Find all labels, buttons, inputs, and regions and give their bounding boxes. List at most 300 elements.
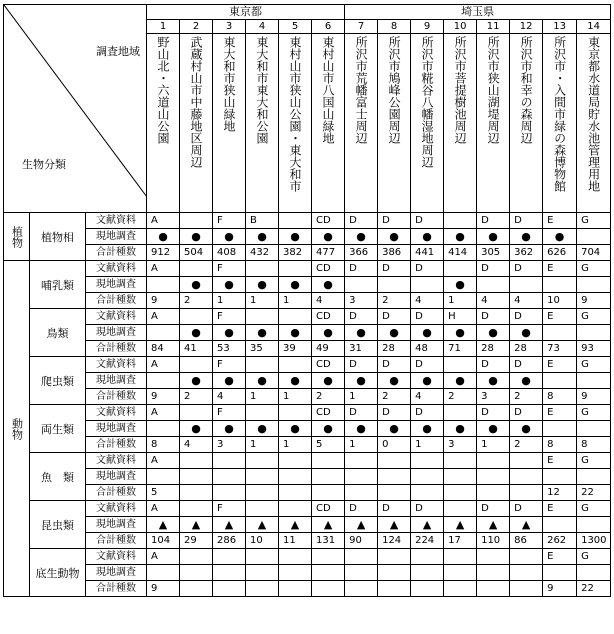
value-cell bbox=[477, 565, 510, 581]
value-cell: ▲ bbox=[444, 517, 477, 533]
row-label: 合計種数 bbox=[86, 581, 147, 597]
value-cell: ● bbox=[444, 229, 477, 245]
value-cell bbox=[246, 501, 279, 517]
value-cell bbox=[180, 453, 213, 469]
value-cell: ● bbox=[510, 229, 543, 245]
value-cell bbox=[577, 373, 611, 389]
value-cell: G bbox=[577, 309, 611, 325]
value-cell bbox=[444, 581, 477, 597]
value-cell: 8 bbox=[543, 389, 577, 405]
value-cell bbox=[378, 549, 411, 565]
site-name-text: 東京都水道局貯水池管理用地 bbox=[586, 36, 601, 192]
value-cell bbox=[345, 469, 378, 485]
value-cell: 1300 bbox=[577, 533, 611, 549]
value-cell: 35 bbox=[246, 341, 279, 357]
value-cell bbox=[312, 549, 345, 565]
value-cell: 53 bbox=[213, 341, 246, 357]
data-row bbox=[4, 453, 611, 469]
value-cell bbox=[246, 565, 279, 581]
data-row bbox=[4, 533, 611, 549]
site-name bbox=[444, 34, 477, 213]
value-cell: 1 bbox=[246, 293, 279, 309]
value-cell: ● bbox=[510, 373, 543, 389]
value-cell: 1 bbox=[444, 293, 477, 309]
value-cell: 28 bbox=[510, 341, 543, 357]
site-name bbox=[147, 34, 180, 213]
value-cell bbox=[180, 405, 213, 421]
data-row bbox=[4, 245, 611, 261]
value-cell: 2 bbox=[444, 389, 477, 405]
data-row bbox=[4, 293, 611, 309]
value-cell bbox=[279, 309, 312, 325]
row-label: 合計種数 bbox=[86, 341, 147, 357]
value-cell: 73 bbox=[543, 341, 577, 357]
value-cell: 504 bbox=[180, 245, 213, 261]
data-row bbox=[4, 421, 611, 437]
data-row bbox=[4, 277, 611, 293]
value-cell: ▲ bbox=[510, 517, 543, 533]
row-label: 合計種数 bbox=[86, 293, 147, 309]
value-cell: 22 bbox=[577, 581, 611, 597]
row-label: 現地調査 bbox=[86, 229, 147, 245]
value-cell: ● bbox=[279, 421, 312, 437]
value-cell bbox=[246, 485, 279, 501]
value-cell: 1 bbox=[411, 437, 444, 453]
value-cell bbox=[477, 469, 510, 485]
value-cell bbox=[477, 485, 510, 501]
value-cell: ● bbox=[444, 277, 477, 293]
value-cell: ● bbox=[180, 373, 213, 389]
header-group-row bbox=[4, 5, 611, 20]
value-cell bbox=[246, 309, 279, 325]
value-cell: ▲ bbox=[378, 517, 411, 533]
group-cell: 鳥類 bbox=[30, 309, 86, 357]
corner-region-label: 調査地域 bbox=[96, 45, 141, 58]
value-cell bbox=[444, 405, 477, 421]
group-cell: 植物相 bbox=[30, 213, 86, 261]
value-cell: 10 bbox=[246, 533, 279, 549]
value-cell bbox=[477, 277, 510, 293]
value-cell: CD bbox=[312, 213, 345, 229]
site-number: 7 bbox=[345, 20, 378, 34]
value-cell: D bbox=[378, 213, 411, 229]
value-cell: G bbox=[577, 405, 611, 421]
group-cell: 昆虫類 bbox=[30, 501, 86, 549]
value-cell: G bbox=[577, 213, 611, 229]
value-cell: 2 bbox=[312, 389, 345, 405]
value-cell: ● bbox=[312, 325, 345, 341]
value-cell bbox=[543, 517, 577, 533]
value-cell: ● bbox=[312, 421, 345, 437]
value-cell: ● bbox=[345, 421, 378, 437]
site-number: 1 bbox=[147, 20, 180, 34]
value-cell: 1 bbox=[477, 437, 510, 453]
value-cell: 3 bbox=[444, 437, 477, 453]
value-cell bbox=[444, 501, 477, 517]
site-name-text: 所沢市・入間市緑の森博物館 bbox=[552, 36, 567, 192]
site-name-text: 所沢市荒幡富士周辺 bbox=[354, 36, 369, 144]
value-cell bbox=[246, 453, 279, 469]
value-cell: ● bbox=[345, 373, 378, 389]
value-cell: ● bbox=[378, 421, 411, 437]
site-number: 4 bbox=[246, 20, 279, 34]
value-cell: D bbox=[345, 213, 378, 229]
value-cell: 11 bbox=[279, 533, 312, 549]
site-number: 9 bbox=[411, 20, 444, 34]
row-label: 文献資料 bbox=[86, 213, 147, 229]
value-cell bbox=[577, 277, 611, 293]
value-cell: 1 bbox=[279, 437, 312, 453]
value-cell bbox=[477, 581, 510, 597]
value-cell bbox=[543, 373, 577, 389]
value-cell bbox=[477, 453, 510, 469]
value-cell: 2 bbox=[510, 389, 543, 405]
value-cell: ▲ bbox=[312, 517, 345, 533]
value-cell: D bbox=[477, 405, 510, 421]
value-cell bbox=[345, 549, 378, 565]
site-name-text: 武蔵村山市中藤地区周辺 bbox=[189, 36, 204, 168]
value-cell: 366 bbox=[345, 245, 378, 261]
value-cell: 22 bbox=[577, 485, 611, 501]
value-cell bbox=[411, 581, 444, 597]
data-row bbox=[4, 213, 611, 229]
corner-class-label: 生物分類 bbox=[22, 158, 66, 171]
value-cell: D bbox=[378, 261, 411, 277]
value-cell: ● bbox=[246, 421, 279, 437]
value-cell bbox=[444, 357, 477, 373]
value-cell bbox=[279, 213, 312, 229]
value-cell bbox=[411, 549, 444, 565]
data-row bbox=[4, 501, 611, 517]
value-cell bbox=[577, 517, 611, 533]
value-cell: ● bbox=[213, 421, 246, 437]
data-row bbox=[4, 357, 611, 373]
value-cell: 9 bbox=[147, 293, 180, 309]
value-cell: D bbox=[411, 357, 444, 373]
row-label: 文献資料 bbox=[86, 309, 147, 325]
value-cell: 90 bbox=[345, 533, 378, 549]
value-cell: F bbox=[213, 405, 246, 421]
value-cell: ● bbox=[246, 229, 279, 245]
site-name bbox=[477, 34, 510, 213]
value-cell: G bbox=[577, 261, 611, 277]
site-name bbox=[411, 34, 444, 213]
value-cell bbox=[345, 581, 378, 597]
site-number: 3 bbox=[213, 20, 246, 34]
value-cell: ● bbox=[312, 229, 345, 245]
value-cell: CD bbox=[312, 405, 345, 421]
value-cell: A bbox=[147, 357, 180, 373]
site-number: 12 bbox=[510, 20, 543, 34]
value-cell: ● bbox=[411, 229, 444, 245]
value-cell bbox=[510, 277, 543, 293]
site-name bbox=[279, 34, 312, 213]
value-cell bbox=[444, 565, 477, 581]
site-name bbox=[312, 34, 345, 213]
value-cell: ● bbox=[477, 421, 510, 437]
value-cell bbox=[378, 469, 411, 485]
row-label: 現地調査 bbox=[86, 517, 147, 533]
value-cell bbox=[378, 485, 411, 501]
value-cell: ● bbox=[477, 229, 510, 245]
value-cell: ● bbox=[444, 373, 477, 389]
value-cell: 41 bbox=[180, 341, 213, 357]
value-cell: 12 bbox=[543, 485, 577, 501]
site-name-text: 東村山市八国山緑地 bbox=[321, 36, 336, 144]
value-cell: F bbox=[213, 357, 246, 373]
value-cell bbox=[577, 229, 611, 245]
value-cell: 4 bbox=[180, 437, 213, 453]
value-cell bbox=[510, 469, 543, 485]
site-name-text: 所沢市糀谷八幡湿地周辺 bbox=[420, 36, 435, 168]
value-cell: D bbox=[345, 405, 378, 421]
data-row bbox=[4, 565, 611, 581]
value-cell bbox=[279, 405, 312, 421]
value-cell bbox=[180, 549, 213, 565]
data-row bbox=[4, 229, 611, 245]
data-row bbox=[4, 341, 611, 357]
value-cell: 71 bbox=[444, 341, 477, 357]
value-cell: 408 bbox=[213, 245, 246, 261]
data-row bbox=[4, 405, 611, 421]
value-cell: ▲ bbox=[345, 517, 378, 533]
category-cell bbox=[4, 213, 30, 261]
value-cell: F bbox=[213, 261, 246, 277]
value-cell: ● bbox=[345, 229, 378, 245]
site-name-text: 所沢市狭山湖堤周辺 bbox=[486, 36, 501, 144]
value-cell: 386 bbox=[378, 245, 411, 261]
group-cell: 底生動物 bbox=[30, 549, 86, 597]
value-cell: 432 bbox=[246, 245, 279, 261]
value-cell: 124 bbox=[378, 533, 411, 549]
row-label: 現地調査 bbox=[86, 469, 147, 485]
value-cell: A bbox=[147, 549, 180, 565]
value-cell: CD bbox=[312, 357, 345, 373]
site-number: 11 bbox=[477, 20, 510, 34]
site-name-text: 東村山市狭山公園・東大和市 bbox=[288, 36, 303, 192]
value-cell: D bbox=[411, 213, 444, 229]
value-cell bbox=[213, 581, 246, 597]
value-cell: ● bbox=[543, 229, 577, 245]
value-cell: 1 bbox=[345, 389, 378, 405]
value-cell bbox=[477, 549, 510, 565]
value-cell bbox=[279, 581, 312, 597]
group-cell: 魚 類 bbox=[30, 453, 86, 501]
value-cell: CD bbox=[312, 501, 345, 517]
value-cell bbox=[279, 485, 312, 501]
value-cell bbox=[279, 469, 312, 485]
value-cell: E bbox=[543, 501, 577, 517]
value-cell: E bbox=[543, 453, 577, 469]
row-label: 合計種数 bbox=[86, 245, 147, 261]
value-cell bbox=[180, 261, 213, 277]
row-label: 文献資料 bbox=[86, 501, 147, 517]
value-cell bbox=[213, 549, 246, 565]
value-cell: 5 bbox=[312, 437, 345, 453]
value-cell: D bbox=[477, 213, 510, 229]
value-cell bbox=[147, 373, 180, 389]
value-cell bbox=[147, 277, 180, 293]
site-name-text: 野山北・六道山公園 bbox=[156, 36, 171, 144]
value-cell: ▲ bbox=[411, 517, 444, 533]
value-cell: ● bbox=[213, 229, 246, 245]
corner-cell bbox=[4, 5, 147, 213]
value-cell bbox=[378, 277, 411, 293]
value-cell: 131 bbox=[312, 533, 345, 549]
value-cell bbox=[577, 565, 611, 581]
value-cell: 1 bbox=[345, 437, 378, 453]
site-number: 10 bbox=[444, 20, 477, 34]
value-cell bbox=[543, 325, 577, 341]
value-cell bbox=[444, 213, 477, 229]
row-label: 現地調査 bbox=[86, 421, 147, 437]
value-cell bbox=[543, 565, 577, 581]
group-cell: 哺乳類 bbox=[30, 261, 86, 309]
value-cell: ▲ bbox=[147, 517, 180, 533]
value-cell: ● bbox=[378, 325, 411, 341]
value-cell: 2 bbox=[378, 293, 411, 309]
value-cell: ● bbox=[411, 325, 444, 341]
value-cell bbox=[577, 325, 611, 341]
row-label: 現地調査 bbox=[86, 565, 147, 581]
site-number: 13 bbox=[543, 20, 577, 34]
value-cell: 4 bbox=[411, 389, 444, 405]
value-cell bbox=[312, 565, 345, 581]
value-cell bbox=[378, 565, 411, 581]
value-cell bbox=[147, 469, 180, 485]
value-cell: F bbox=[213, 309, 246, 325]
row-label: 現地調査 bbox=[86, 373, 147, 389]
value-cell: D bbox=[378, 405, 411, 421]
site-name bbox=[180, 34, 213, 213]
value-cell: ● bbox=[477, 373, 510, 389]
site-name bbox=[213, 34, 246, 213]
value-cell: ● bbox=[378, 229, 411, 245]
value-cell: ● bbox=[345, 325, 378, 341]
value-cell: D bbox=[345, 357, 378, 373]
prefecture-header: 埼玉県 bbox=[345, 5, 611, 20]
value-cell bbox=[577, 469, 611, 485]
value-cell: ● bbox=[246, 373, 279, 389]
value-cell: ● bbox=[180, 277, 213, 293]
site-number: 2 bbox=[180, 20, 213, 34]
data-row bbox=[4, 389, 611, 405]
value-cell: 2 bbox=[180, 389, 213, 405]
value-cell: 39 bbox=[279, 341, 312, 357]
value-cell bbox=[180, 357, 213, 373]
site-name-text: 所沢市菩提樹池周辺 bbox=[453, 36, 468, 144]
value-cell bbox=[279, 549, 312, 565]
site-name bbox=[345, 34, 378, 213]
value-cell: 224 bbox=[411, 533, 444, 549]
value-cell bbox=[411, 565, 444, 581]
value-cell bbox=[444, 549, 477, 565]
data-row bbox=[4, 309, 611, 325]
value-cell: 262 bbox=[543, 533, 577, 549]
value-cell: A bbox=[147, 405, 180, 421]
value-cell bbox=[543, 469, 577, 485]
value-cell: 84 bbox=[147, 341, 180, 357]
value-cell: 29 bbox=[180, 533, 213, 549]
value-cell bbox=[246, 357, 279, 373]
category-cell bbox=[4, 261, 30, 597]
site-number: 14 bbox=[577, 20, 611, 34]
site-number: 6 bbox=[312, 20, 345, 34]
value-cell: E bbox=[543, 549, 577, 565]
group-cell: 両生類 bbox=[30, 405, 86, 453]
value-cell: D bbox=[378, 309, 411, 325]
value-cell bbox=[279, 261, 312, 277]
row-label: 文献資料 bbox=[86, 549, 147, 565]
site-number: 8 bbox=[378, 20, 411, 34]
value-cell bbox=[180, 581, 213, 597]
value-cell: 9 bbox=[147, 389, 180, 405]
value-cell bbox=[345, 485, 378, 501]
value-cell: F bbox=[213, 213, 246, 229]
value-cell: 1 bbox=[279, 293, 312, 309]
value-cell: G bbox=[577, 501, 611, 517]
value-cell bbox=[312, 581, 345, 597]
value-cell: 8 bbox=[147, 437, 180, 453]
site-name bbox=[246, 34, 279, 213]
value-cell bbox=[180, 501, 213, 517]
value-cell: 912 bbox=[147, 245, 180, 261]
value-cell bbox=[213, 485, 246, 501]
value-cell: 104 bbox=[147, 533, 180, 549]
value-cell: D bbox=[411, 261, 444, 277]
value-cell bbox=[510, 581, 543, 597]
value-cell bbox=[312, 485, 345, 501]
row-label: 文献資料 bbox=[86, 261, 147, 277]
value-cell: D bbox=[345, 261, 378, 277]
value-cell bbox=[279, 357, 312, 373]
value-cell bbox=[180, 213, 213, 229]
value-cell bbox=[180, 565, 213, 581]
value-cell: 110 bbox=[477, 533, 510, 549]
value-cell: 28 bbox=[378, 341, 411, 357]
value-cell bbox=[444, 261, 477, 277]
value-cell bbox=[213, 453, 246, 469]
value-cell: D bbox=[510, 357, 543, 373]
value-cell: 4 bbox=[510, 293, 543, 309]
value-cell bbox=[378, 581, 411, 597]
value-cell: ● bbox=[213, 277, 246, 293]
value-cell: 704 bbox=[577, 245, 611, 261]
value-cell bbox=[411, 485, 444, 501]
value-cell: ● bbox=[279, 373, 312, 389]
value-cell bbox=[213, 469, 246, 485]
data-row bbox=[4, 549, 611, 565]
value-cell: ● bbox=[279, 325, 312, 341]
value-cell: 9 bbox=[577, 293, 611, 309]
value-cell: ▲ bbox=[180, 517, 213, 533]
value-cell: D bbox=[411, 501, 444, 517]
value-cell bbox=[510, 565, 543, 581]
value-cell: ● bbox=[378, 373, 411, 389]
value-cell: 1 bbox=[279, 389, 312, 405]
value-cell: ● bbox=[279, 277, 312, 293]
data-row bbox=[4, 517, 611, 533]
value-cell: CD bbox=[312, 309, 345, 325]
site-name bbox=[378, 34, 411, 213]
value-cell: 86 bbox=[510, 533, 543, 549]
value-cell bbox=[411, 453, 444, 469]
value-cell: 4 bbox=[312, 293, 345, 309]
value-cell: D bbox=[510, 405, 543, 421]
value-cell: A bbox=[147, 501, 180, 517]
survey-table bbox=[3, 4, 611, 597]
value-cell bbox=[444, 485, 477, 501]
